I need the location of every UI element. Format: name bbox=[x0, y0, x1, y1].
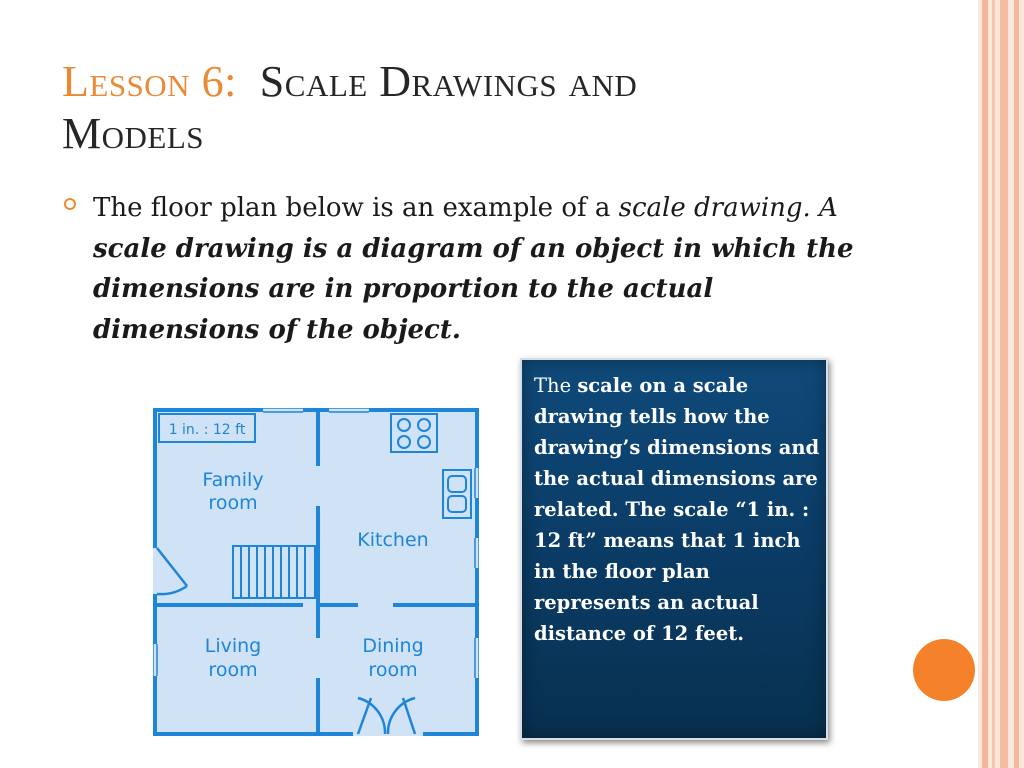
label-living: Living bbox=[204, 635, 262, 657]
scale-callout-box bbox=[520, 358, 828, 740]
right-border-stripes bbox=[978, 0, 1024, 768]
bullet-text-definition: scale drawing is a diagram of an object in which the dimensions are in proportion to the actual dimensions of the object. bbox=[93, 233, 854, 345]
callout-text bbox=[534, 370, 826, 649]
label-dining: Dining bbox=[362, 635, 424, 657]
scale-label: 1 in. : 12 ft bbox=[168, 422, 246, 438]
label-dining-room: room bbox=[368, 659, 418, 681]
bullet-text-italic: scale drawing. A bbox=[618, 193, 838, 223]
title-lesson: Lesson 6: bbox=[62, 57, 237, 106]
bullet-text bbox=[93, 188, 883, 350]
title-topic-line2: Models bbox=[62, 109, 205, 158]
label-family-room: room bbox=[208, 492, 258, 514]
title-topic: Scale Drawings and bbox=[259, 57, 638, 106]
label-kitchen: Kitchen bbox=[357, 529, 429, 551]
decorative-orange-circle bbox=[913, 639, 975, 701]
label-family: Family bbox=[202, 469, 264, 491]
floor-plan-diagram bbox=[153, 408, 479, 736]
bullet-ring-icon bbox=[64, 198, 76, 210]
callout-text-bold: scale on a scale drawing tells how the drawing’s dimensions and the actual dimensions are related. The scale “1 in. : 12 ft” means that 1 inch in the floor plan represents an actual distance of 12 feet. bbox=[534, 374, 820, 645]
slide-title bbox=[62, 56, 942, 160]
callout-text-plain: The bbox=[534, 374, 578, 397]
label-living-room: room bbox=[208, 659, 258, 681]
bullet-text-plain: The floor plan below is an example of a bbox=[93, 193, 619, 223]
